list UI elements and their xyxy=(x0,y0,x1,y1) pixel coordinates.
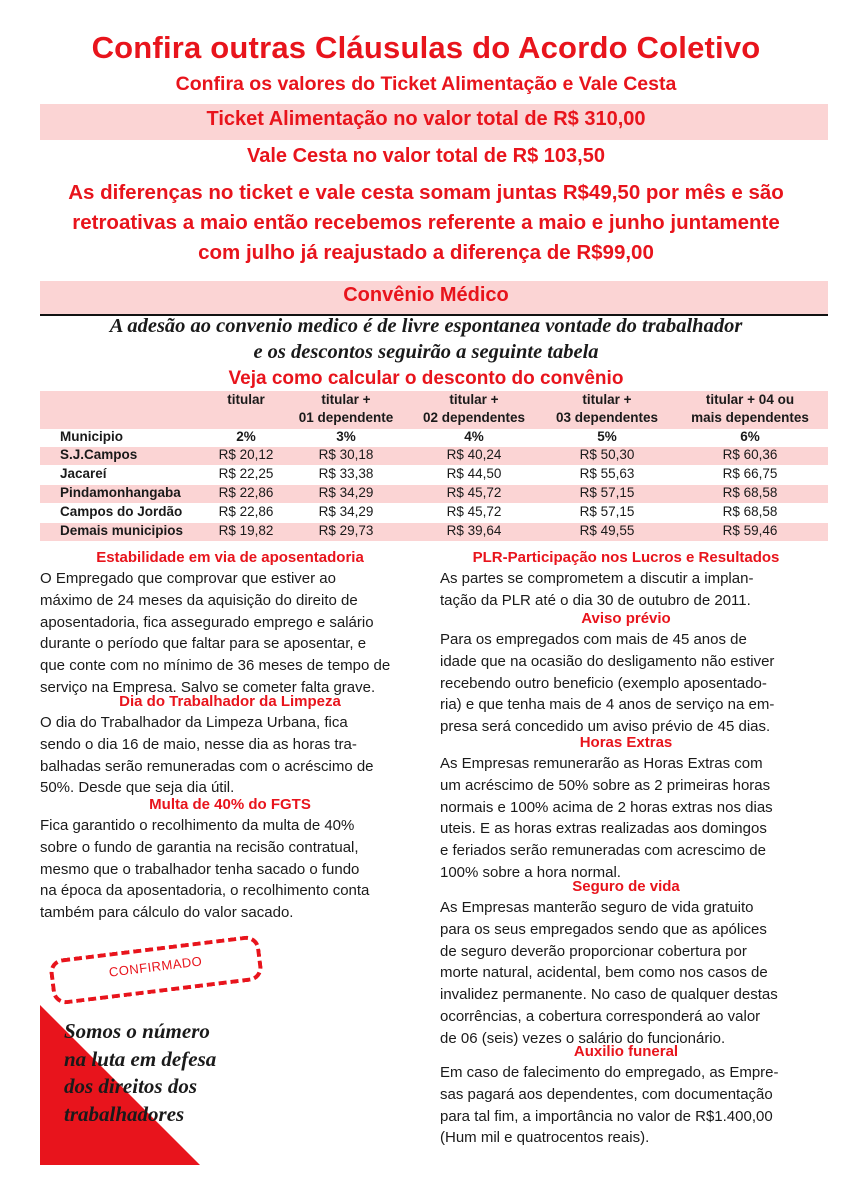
value-cell: R$ 29,73 xyxy=(318,523,374,538)
text-line: As Empresas remunerarão as Horas Extras com xyxy=(440,755,763,772)
page-subtitle: Confira os valores do Ticket Alimentação e Vale Cesta xyxy=(175,73,677,95)
paragraph-fgts xyxy=(40,815,420,924)
municipio-name: S.J.Campos xyxy=(60,447,138,462)
text-line: presa será concedido um aviso prévio de 45 dias. xyxy=(440,718,771,736)
text-line: normais e 100% acima de 2 horas extras nos dias xyxy=(440,798,773,816)
text-line: O Empregado que comprovar que estiver ao xyxy=(40,570,336,587)
value-cell: R$ 57,15 xyxy=(579,485,635,500)
text-line: que conte com no mínimo de 36 meses de tempo de xyxy=(40,657,391,675)
text-line: aposentadoria, fica assegurado emprego e salário xyxy=(40,613,374,631)
value-cell: R$ 49,55 xyxy=(579,523,635,538)
municipio-name: Pindamonhangaba xyxy=(60,485,181,500)
section-title-plr: PLR-Participação nos Lucros e Resultados xyxy=(472,549,780,566)
value-cell: R$ 66,75 xyxy=(722,466,778,481)
text-line: 50%. Desde que seja dia útil. xyxy=(40,779,235,797)
calc-title: Veja como calcular o desconto do convênio xyxy=(228,368,624,389)
text-line: na época da aposentadoria, o recolhimento conta xyxy=(40,882,370,900)
paragraph-limpeza xyxy=(40,712,420,799)
confirmado-stamp xyxy=(48,934,264,1005)
slogan-line: na luta em defesa xyxy=(64,1046,217,1071)
text-line: recebendo outro beneficio (exemplo aposentado- xyxy=(440,674,767,692)
adesao-line: A adesão ao convenio medico é de livre espontanea vontade do trabalhador xyxy=(109,315,743,337)
value-cell: R$ 45,72 xyxy=(446,485,502,500)
value-cell: R$ 68,58 xyxy=(722,485,778,500)
col-header-sub: 01 dependente xyxy=(298,410,394,425)
text-line: Para os empregados com mais de 45 anos de xyxy=(440,631,747,648)
text-line: serviço na Empresa. Salvo se cometer falta grave. xyxy=(40,678,376,696)
slogan-line: Somos o número xyxy=(64,1019,210,1043)
col-header: titular + xyxy=(449,392,499,407)
value-cell: R$ 34,29 xyxy=(318,504,374,519)
value-cell: R$ 59,46 xyxy=(722,523,778,538)
text-line: O dia do Trabalhador da Limpeza Urbana, fica xyxy=(40,714,348,731)
slogan-line: dos direitos dos xyxy=(64,1074,198,1098)
value-cell: R$ 39,64 xyxy=(446,523,502,538)
page-title: Confira outras Cláusulas do Acordo Coletivo xyxy=(91,30,761,65)
text-line: sas pagará aos dependentes, com documentação xyxy=(440,1085,773,1103)
text-line: As Empresas manterão seguro de vida gratuito xyxy=(440,899,754,916)
vale-cesta-value-line: Vale Cesta no valor total de R$ 103,50 xyxy=(247,145,605,167)
slogan xyxy=(64,1018,264,1128)
value-cell: R$ 55,63 xyxy=(579,466,635,481)
text-line: sobre o fundo de garantia na recisão contratual, xyxy=(40,838,359,856)
municipio-name: Demais municipios xyxy=(60,523,184,538)
value-cell: R$ 50,30 xyxy=(579,447,635,462)
text-line: um acréscimo de 50% sobre as 2 primeiras horas xyxy=(440,776,771,794)
text-line: As partes se comprometem a discutir a implan- xyxy=(440,570,754,587)
slogan-line: trabalhadores xyxy=(64,1101,185,1126)
paragraph-aviso xyxy=(440,629,812,738)
value-cell: R$ 68,58 xyxy=(722,504,778,519)
text-line: ria) e que tenha mais de 4 anos de serviço na em- xyxy=(440,696,775,714)
stamp-label: CONFIRMADO xyxy=(108,952,203,980)
text-line: para tal fim, a importância no valor de R$1.400,00 xyxy=(440,1107,773,1125)
text-line: (Hum mil e quatrocentos reais). xyxy=(440,1129,650,1147)
value-cell: R$ 40,24 xyxy=(446,447,502,462)
text-line: de 06 (seis) vezes o salário do funcionário. xyxy=(440,1029,726,1047)
value-cell: R$ 33,38 xyxy=(318,466,374,481)
municipio-name: Campos do Jordão xyxy=(60,504,183,519)
section-title-estabilidade: Estabilidade em via de aposentadoria xyxy=(96,549,364,566)
text-line: também para cálculo do valor sacado. xyxy=(40,904,294,922)
text-line: uteis. E as horas extras realizadas aos domingos xyxy=(440,820,767,838)
value-cell: R$ 44,50 xyxy=(446,466,502,481)
value-cell: R$ 45,72 xyxy=(446,504,502,519)
section-title-horas-extras: Horas Extras xyxy=(579,734,673,751)
value-cell: R$ 57,15 xyxy=(579,504,635,519)
text-line: máximo de 24 meses da aquisição do direito de xyxy=(40,591,358,609)
text-line: idade que na ocasião do desligamento não estiver xyxy=(440,652,775,670)
municipio-label: Municipio xyxy=(60,429,123,444)
municipio-name: Jacareí xyxy=(60,466,107,481)
paragraph-plr xyxy=(440,568,812,612)
value-cell: R$ 19,82 xyxy=(218,523,274,538)
text-line: Fica garantido o recolhimento da multa de 40% xyxy=(40,817,355,834)
value-cell: R$ 60,36 xyxy=(722,447,778,462)
text-line: morte natural, acidental, bem como nos casos de xyxy=(440,964,768,982)
text-line: ocorrências, a cobertura corresponderá ao valor xyxy=(440,1007,761,1025)
differences-paragraph xyxy=(30,178,822,268)
section-title-fgts: Multa de 40% do FGTS xyxy=(149,796,311,813)
col-header: titular + xyxy=(321,392,371,407)
value-cell: R$ 20,12 xyxy=(218,447,274,462)
text-line: mesmo que o trabalhador tenha sacado o fundo xyxy=(40,860,360,878)
text-line: balhadas serão remuneradas com o acréscimo de xyxy=(40,757,374,775)
text-line: para os seus empregados sendo que as apólices xyxy=(440,920,767,938)
section-title-limpeza: Dia do Trabalhador da Limpeza xyxy=(119,693,341,710)
text-line: Em caso de falecimento do empregado, as Empre- xyxy=(440,1064,779,1081)
text-line: e feriados serão remuneradas com acrescimo de xyxy=(440,842,766,860)
col-header-sub: 02 dependentes xyxy=(422,410,526,425)
differences-line: com julho já reajustado a diferença de R$99,00 xyxy=(198,241,654,264)
text-line: durante o período que faltar para se aposentar, e xyxy=(40,635,367,653)
value-cell: R$ 22,86 xyxy=(218,485,274,500)
value-cell: R$ 22,86 xyxy=(218,504,274,519)
col-header-sub: mais dependentes xyxy=(691,410,809,425)
text-line: sendo o dia 16 de maio, nesse dia as horas tra- xyxy=(40,735,357,753)
percent-cell: 4% xyxy=(464,429,484,444)
text-line: tação da PLR até o dia 30 de outubro de 2011. xyxy=(440,591,751,609)
ticket-value-line: Ticket Alimentação no valor total de R$ 310,00 xyxy=(206,108,646,130)
section-title-seguro: Seguro de vida xyxy=(572,878,680,895)
text-line: invalidez permanente. No caso de qualquer destas xyxy=(440,986,778,1004)
value-cell: R$ 22,25 xyxy=(218,466,274,481)
paragraph-funeral xyxy=(440,1062,812,1149)
col-header-sub: 03 dependentes xyxy=(555,410,659,425)
convenio-title: Convênio Médico xyxy=(343,284,509,306)
adesao-line: e os descontos seguirão a seguinte tabela xyxy=(253,341,599,363)
paragraph-horas-extras xyxy=(440,753,812,884)
col-header: titular xyxy=(227,392,265,407)
percent-cell: 5% xyxy=(597,429,617,444)
paragraph-seguro xyxy=(440,897,812,1050)
percent-cell: 2% xyxy=(236,429,256,444)
differences-line: retroativas a maio então recebemos referente a maio e junho juntamente xyxy=(72,211,780,234)
section-title-funeral: Auxilio funeral xyxy=(573,1043,679,1060)
col-header: titular + 04 ou xyxy=(705,392,795,407)
text-line: 100% sobre a hora normal. xyxy=(440,863,621,881)
value-cell: R$ 34,29 xyxy=(318,485,374,500)
differences-line: As diferenças no ticket e vale cesta somam juntas R$49,50 por mês e são xyxy=(68,181,784,204)
section-title-aviso: Aviso prévio xyxy=(581,610,671,627)
value-cell: R$ 30,18 xyxy=(318,447,374,462)
percent-cell: 3% xyxy=(336,429,356,444)
text-line: de seguro deverão proporcionar cobertura por xyxy=(440,942,747,960)
paragraph-estabilidade xyxy=(40,568,420,699)
percent-cell: 6% xyxy=(740,429,760,444)
col-header: titular + xyxy=(582,392,632,407)
